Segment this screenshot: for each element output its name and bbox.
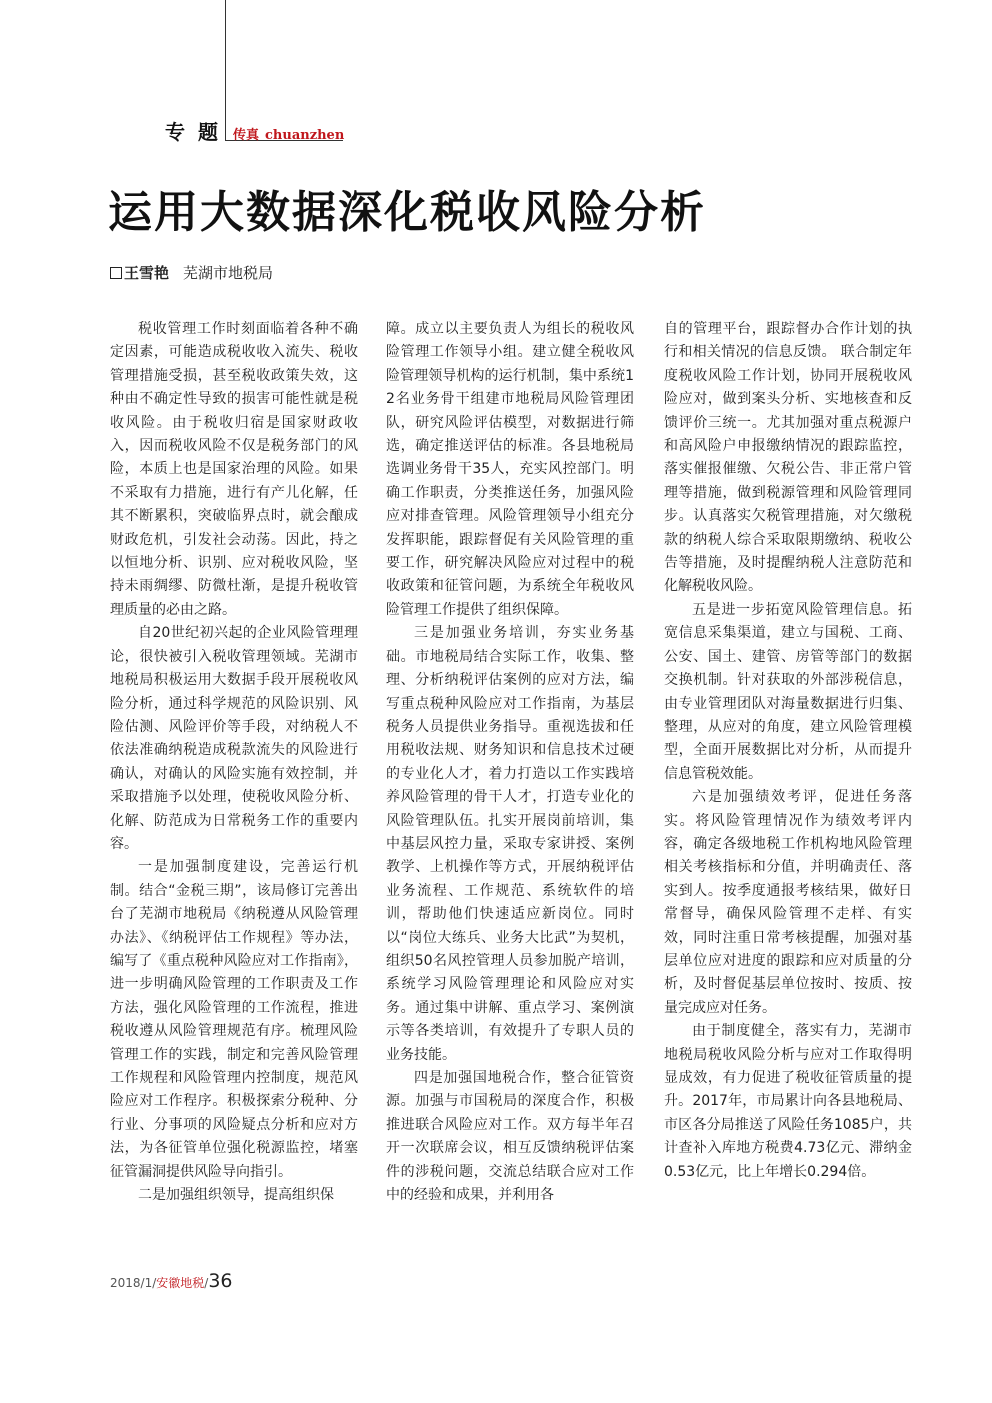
paragraph: 六是加强绩效考评，促进任务落实。将风险管理情况作为绩效考评内容，确定各级地税工作机构地风险管理相关考核指标和分值，并明确责任、落实到人。按季度通报考核结果，做好日常督导，确保风险管理不走样、有实效，同时注重日常考核提醒，加强对基层单位应对进度的跟踪和应对质量的分析，及时督促基层单位按时、按质、按量完成应对任务。 [664,789,912,1016]
paragraph: 自的管理平台，跟踪督办合作计划的执行和相关情况的信息反馈。 联合制定年度税收风险工作计划，协同开展税收风险应对，做到案头分析、实地核查和反馈评价三统一。尤其加强对重点税源户和高风险户申报缴纳情况的跟踪监控，落实催报催缴、欠税公告、非正常户管理等措施，做到税源管理和风险管理同步。认真落实欠税管理措施，对欠缴税款的纳税人综合采取限期缴纳、税收公告等措施，及时提醒纳税人注意防范和化解税收风险。 [664,321,912,595]
paragraph: 由于制度健全，落实有力，芜湖市地税局税收风险分析与应对工作取得明显成效，有力促进了税收征管质量的提升。2017年，市局累计向各县地税局、市区各分局推送了风险任务1085户，共计查补入库地方税费4.73亿元、滞纳金0.53亿元，比上年增长0.294倍。 [664,1023,912,1180]
page-footer [110,1270,233,1292]
paragraph: 障。成立以主要负责人为组长的税收风险管理工作领导小组。建立健全税收风险管理领导机构的运行机制，集中系统12名业务骨干组建市地税局风险管理团队，研究风险评估模型，对数据进行筛选，确定推送评估的标准。各县地税局选调业务骨干35人，充实风控部门。明确工作职责，分类推送任务，加强风险应对排查管理。风险管理领导小组充分发挥职能，跟踪督促有关风险管理的重要工作，研究解决风险应对过程中的税收政策和征管问题，为系统全年税收风险管理工作提供了组织保障。 [386,321,634,618]
paragraph: 三是加强业务培训，夯实业务基础。市地税局结合实际工作，收集、整理、分析纳税评估案例的应对方法，编写重点税种风险应对工作指南，为基层税务人员提供业务指导。重视选拔和任用税收法规、财务知识和信息技术过硬的专业化人才，着力打造以工作实践培养风险管理的骨干人才，打造专业化的风险管理队伍。扎实开展岗前培训，集中基层风控力量，采取专家讲授、案例教学、上机操作等方式，开展纳税评估业务流程、工作规范、系统软件的培训，帮助他们快速适应新岗位。同时以“岗位大练兵、业务大比武”为契机，组织50名风控管理人员参加脱产培训，系统学习风险管理理论和风险应对实务。通过集中讲解、重点学习、案例演示等各类培训，有效提升了专职人员的业务技能。 [386,625,634,1063]
article-column-1 [110,318,358,1207]
paragraph: 四是加强国地税合作，整合征管资源。加强与市国税局的深度合作，积极推进联合风险应对工作。双方每半年召开一次联席会议，相互反馈纳税评估案件的涉税问题，交流总结联合应对工作中的经验和成果，并利用各 [386,1070,634,1204]
paragraph: 税收管理工作时刻面临着各种不确定因素，可能造成税收收入流失、税收管理措施受损，甚至税收政策失效，这种由不确定性导致的损害可能性就是税收风险。由于税收归宿是国家财政收入，因而税收风险不仅是税务部门的风险，本质上也是国家治理的风险。如果不采取有力措施，进行有产儿化解，任其不断累积，突破临界点时，就会酿成财政危机，引发社会动荡。因此，持之以恒地分析、识别、应对税收风险，坚持未雨绸缪、防微杜渐，是提升税收管理质量的必由之路。 [110,321,358,618]
page-number: 36 [208,1270,233,1292]
footer-date: 2018/1/ [110,1276,157,1290]
paragraph: 自20世纪初兴起的企业风险管理理论，很快被引入税收管理领域。芜湖市地税局积极运用大数据手段开展税收风险分析，通过科学规范的风险识别、风险估测、风险评价等手段，对纳税人不依法准确纳税造成税款流失的风险进行确认，对确认的风险实施有效控制，并采取措施予以处理，使税收风险分析、化解、防范成为日常税务工作的重要内容。 [110,625,358,852]
article-title: 运用大数据深化税收风险分析 [108,187,706,238]
paragraph: 一是加强制度建设，完善运行机制。结合“金税三期”，该局修订完善出台了芜湖市地税局《纳税遵从风险管理办法》、《纳税评估工作规程》等办法，编写了《重点税种风险应对工作指南》，进一步明确风险管理的工作职责及工作方法，强化风险管理的工作流程，推进税收遵从风险管理规范有序。梳理风险管理工作的实践，制定和完善风险管理工作规程和风险管理内控制度，规范风险应对工作程序。积极探索分税种、分行业、分事项的风险疑点分析和应对方法，为各征管单位强化税源监控，堵塞征管漏洞提供风险导向指引。 [110,859,358,1180]
column-pinyin: chuanzhen [265,128,345,143]
byline [110,262,273,283]
article-column-2 [386,318,634,1207]
column-name: 传真 [233,128,260,143]
article-column-3 [664,318,912,1184]
footer-magazine: 安徽地税 [156,1276,205,1290]
footer-slash: / [204,1276,209,1290]
byline-box-icon [110,267,122,279]
section-label: 专 题 [165,120,221,144]
author-organization: 芜湖市地税局 [183,264,274,282]
column-tag [233,124,344,143]
header-vertical-rule [225,0,226,140]
author-name: 王雪艳 [124,264,170,282]
paragraph: 五是进一步拓宽风险管理信息。拓宽信息采集渠道，建立与国税、工商、公安、国土、建管、房管等部门的数据交换机制。针对获取的外部涉税信息，由专业管理团队对海量数据进行归集、整理，从应对的角度，建立风险管理模型，全面开展数据比对分析，从而提升信息管税效能。 [664,601,912,782]
paragraph: 二是加强组织领导，提高组织保 [138,1187,334,1204]
